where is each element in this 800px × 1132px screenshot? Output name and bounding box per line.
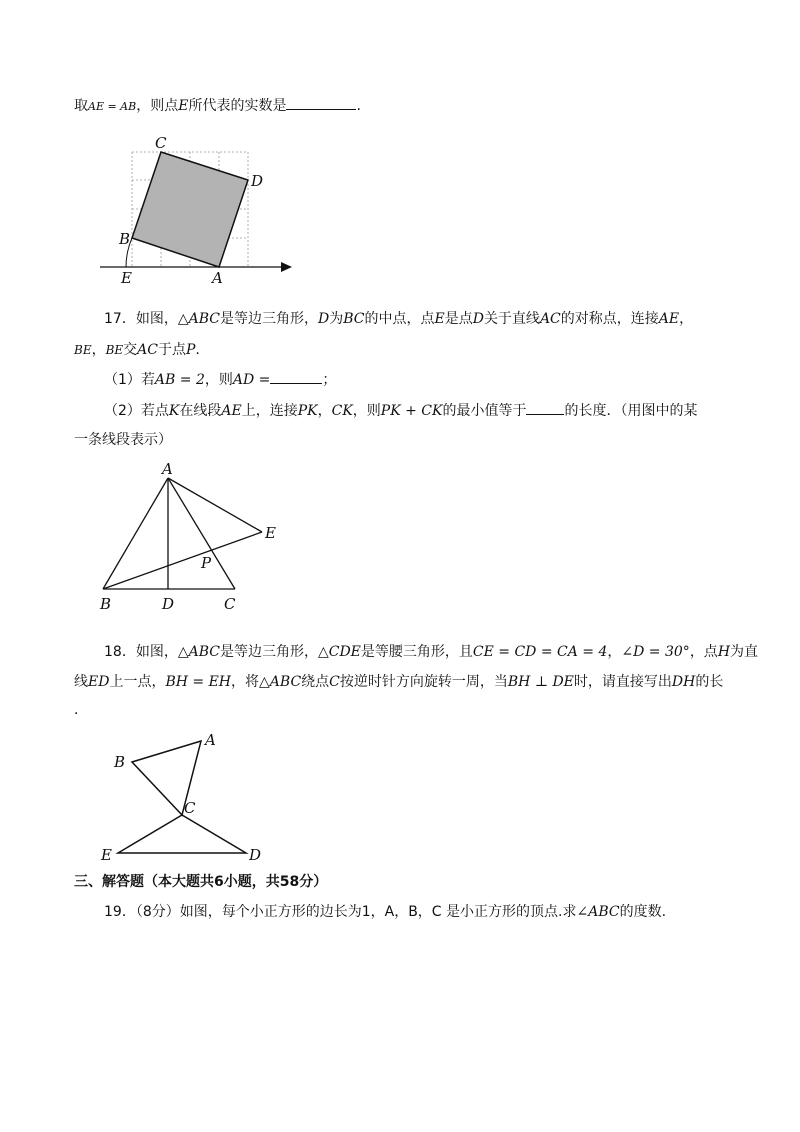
q17-sub2-cont: 一条线段表示）: [74, 432, 172, 448]
label-c: C: [224, 595, 236, 613]
section-heading: 三、解答题（本大题共6小题，共58分）: [74, 874, 328, 890]
label-b: B: [100, 595, 112, 613]
label-d: D: [251, 172, 264, 190]
label-d: D: [162, 595, 175, 613]
label-c: C: [184, 799, 196, 817]
label-a: A: [212, 269, 223, 287]
label-b: B: [119, 230, 131, 248]
label-p: P: [201, 554, 212, 572]
label-a: A: [205, 731, 216, 749]
label-e: E: [121, 269, 132, 287]
label-d: D: [249, 846, 262, 864]
q17-sub2: （2）若点K在线段AE上，连接PK，CK，则PK + CK的最小值等于 的长度．（用图中的某: [104, 400, 697, 421]
q16-answer-line: 取AE = AB，则点E所代表的实数是 .: [74, 95, 361, 117]
q18-line2: 线ED上一点，BH = EH，将△ABC绕点C按逆时针方向旋转一周，当BH ⊥ DE时，请直接写出DH的长: [74, 674, 724, 690]
q17-line1: 17．如图，△ABC是等边三角形，D为BC的中点，点E是点D关于直线AC的对称点，连接AE，: [104, 311, 694, 327]
label-c: C: [155, 134, 167, 152]
q18-line1: 18．如图，△ABC是等边三角形，△CDE是等腰三角形，且CE = CD = CA = 4，∠D = 30°，点H为直: [104, 644, 759, 660]
q19-line: 19．（8分）如图，每个小正方形的边长为1，A，B，C 是小正方形的顶点.求∠ABC的度数.: [104, 904, 667, 920]
label-a: A: [162, 460, 173, 478]
q17-sub1: （1）若AB = 2，则AD = ；: [104, 369, 336, 390]
triangle-cde: [118, 815, 246, 853]
q18-line3: .: [74, 702, 79, 718]
q17-line2: BE，BE交AC于点P.: [74, 342, 200, 358]
label-e: E: [265, 524, 276, 542]
label-b: B: [114, 753, 126, 771]
label-e: E: [101, 846, 112, 864]
